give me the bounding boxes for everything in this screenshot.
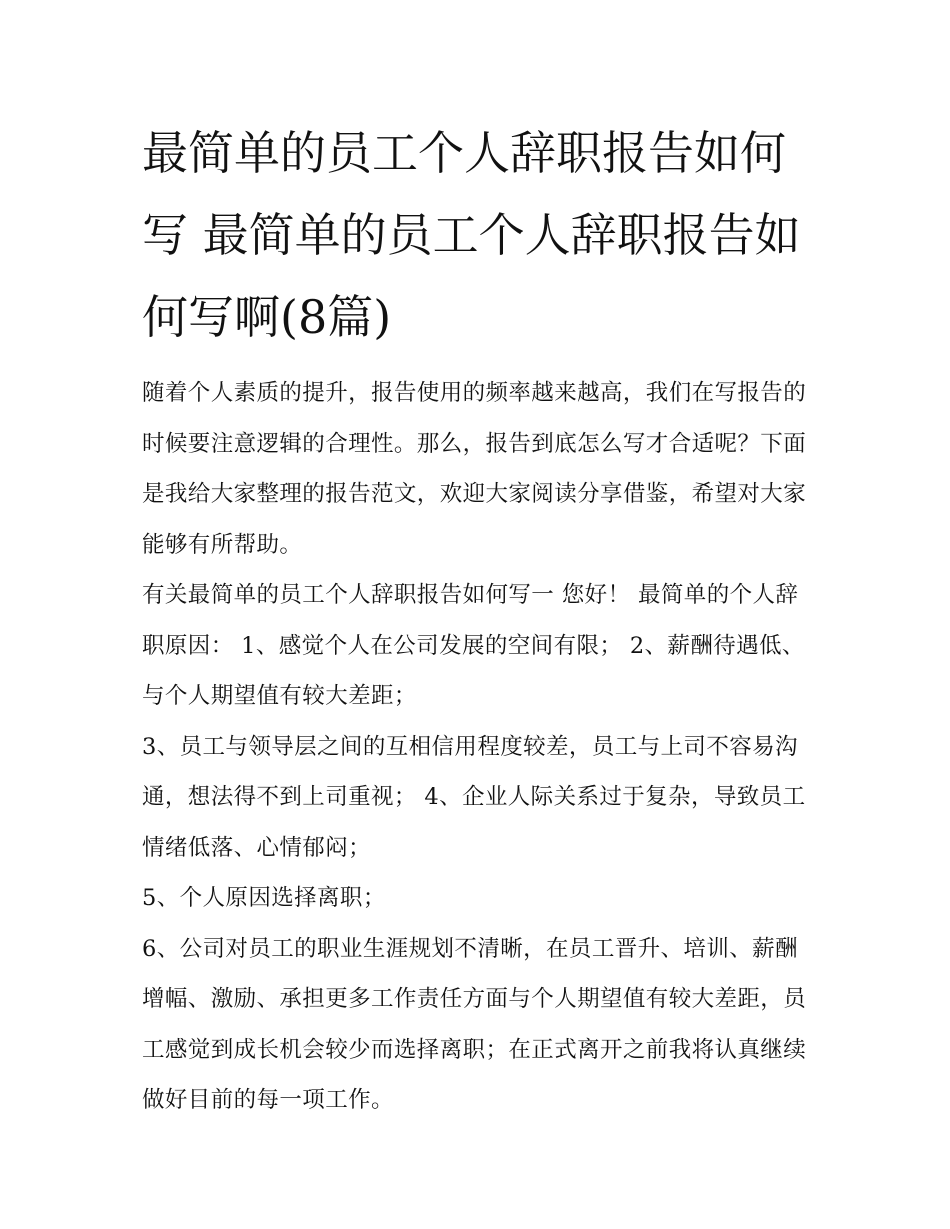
document-body	[142, 368, 814, 1126]
paragraph-reason-6: 6、公司对员工的职业生涯规划不清晰，在员工晋升、培训、薪酬增幅、激励、承担更多工作责任方面与个人期望值有较大差距，员工感觉到成长机会较少而选择离职；在正式离开之前我将认真继续做好目前的每一项工作。	[142, 935, 807, 1113]
paragraph-reasons-1-2: 有关最简单的员工个人辞职报告如何写一 您好！ 最简单的个人辞职原因： 1、感觉个人在公司发展的空间有限； 2、薪酬待遇低、与个人期望值有较大差距；	[142, 582, 805, 709]
document-page	[142, 112, 814, 1126]
paragraph-reason-5: 5、个人原因选择离职；	[142, 885, 386, 911]
paragraph-reasons-3-4: 3、员工与领导层之间的互相信用程度较差，员工与上司不容易沟通，想法得不到上司重视； 4、企业人际关系过于复杂，导致员工情绪低落、心情郁闷；	[142, 733, 806, 861]
intro-paragraph: 随着个人素质的提升，报告使用的频率越来越高，我们在写报告的时候要注意逻辑的合理性。那么，报告到底怎么写才合适呢？下面是我给大家整理的报告范文，欢迎大家阅读分享借鉴，希望对大家能够有所帮助。	[142, 380, 807, 558]
document-title: 最简单的员工个人辞职报告如何写 最简单的员工个人辞职报告如何写啊(8篇)	[142, 126, 801, 344]
